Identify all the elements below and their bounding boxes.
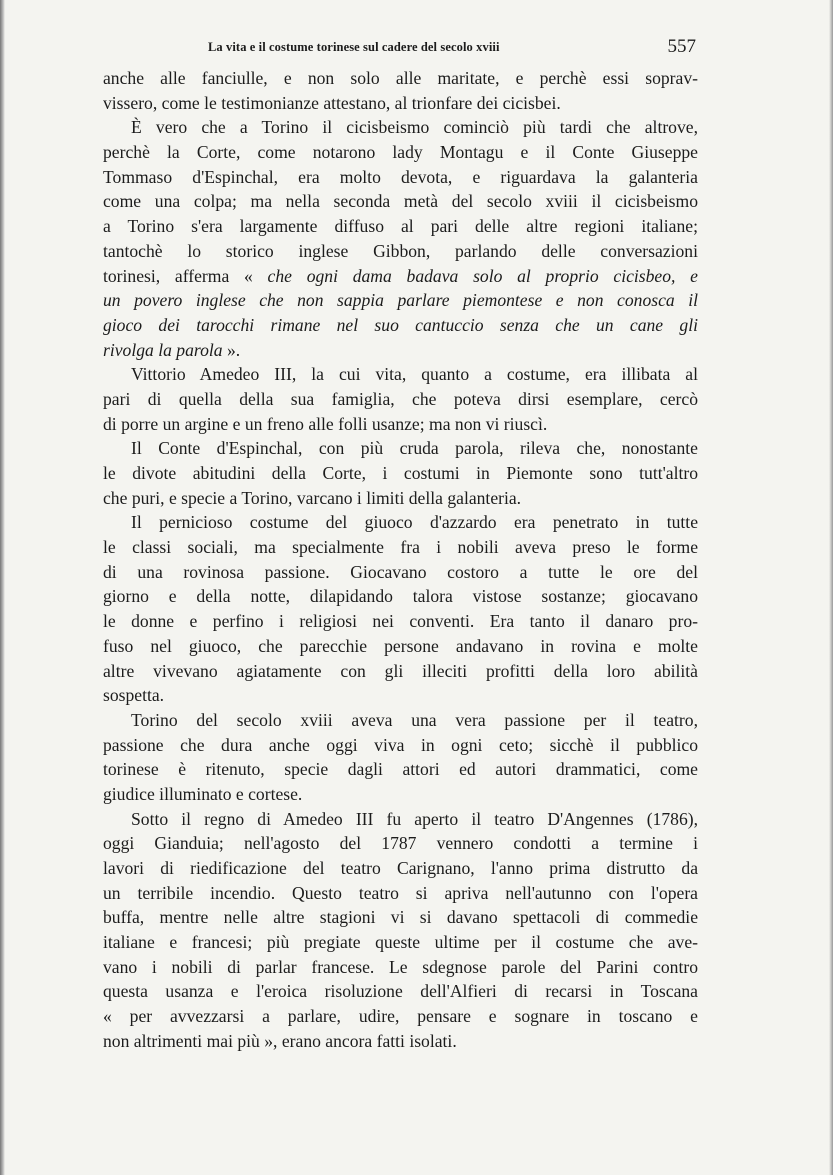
text-line: « per avvezzarsi a parlare, udire, pensare e sognare in toscano e [103, 1006, 698, 1027]
text-line: sospetta. [103, 685, 165, 706]
text-line: È vero che a Torino il cicisbeismo cominciò più tardi che altrove, [131, 117, 698, 138]
text-line: le donne e perfino i religiosi nei conventi. Era tanto il danaro pro- [103, 611, 698, 632]
text-line: giudice illuminato e cortese. [103, 783, 303, 804]
page-edge-shadow-right [829, 0, 833, 1175]
text-line: Sotto il regno di Amedeo III fu aperto il teatro D'Angennes (1786), [131, 808, 698, 829]
text-line: buffa, mentre nelle altre stagioni vi si davano spettacoli di commedie [103, 907, 698, 928]
text-line: anche alle fanciulle, e non solo alle maritate, e perchè essi soprav- [103, 68, 698, 88]
text-line: che puri, e specie a Torino, varcano i limiti della galanteria. [103, 487, 522, 508]
text-line: tantochè lo storico inglese Gibbon, parlando delle conversazioni [103, 240, 698, 261]
text-line: Vittorio Amedeo III, la cui vita, quanto a costume, era illibata al [131, 364, 698, 385]
text-line: perchè la Corte, come notarono lady Montagu e il Conte Giuseppe [103, 142, 698, 163]
page-edge-shadow-left [0, 0, 5, 1175]
text-line: Tommaso d'Espinchal, era molto devota, e riguardava la galanteria [103, 166, 698, 187]
text-line: questa usanza e l'eroica risoluzione dell'Alfieri di recarsi in Toscana [103, 981, 698, 1002]
text-line: altre vivevano agiatamente con gli illeciti profitti della loro abilità [103, 660, 698, 681]
running-header [103, 36, 698, 58]
running-title: La vita e il costume torinese sul cadere del secolo xviii [208, 40, 500, 54]
text-line: un terribile incendio. Questo teatro si apriva nell'autunno con l'opera [103, 882, 698, 903]
quote-italic: rivolga la parola [103, 339, 223, 360]
text-line: torinese è ritenuto, specie dagli attori ed autori drammatici, come [103, 759, 698, 780]
text-line: le divote abitudini della Corte, i costumi in Piemonte sono tutt'altro [103, 463, 698, 483]
text-line: le classi sociali, ma specialmente fra i nobili aveva preso le forme [103, 537, 698, 558]
text-line: come una colpa; ma nella seconda metà del secolo xviii il cicisbeismo [103, 191, 698, 212]
text-line: Torino del secolo xviii aveva una vera passione per il teatro, [131, 709, 698, 730]
quote-italic: che ogni dama badava solo al proprio cicisbeo, e [267, 265, 698, 286]
text-line: a Torino s'era largamente diffuso al pari delle altre regioni italiane; [103, 216, 698, 237]
page-number: 557 [667, 36, 696, 57]
text-line: lavori di riedificazione del teatro Carignano, l'anno prima distrutto da [103, 858, 698, 878]
text-line: di una rovinosa passione. Giocavano costoro a tutte le ore del [103, 561, 698, 582]
text-line: vissero, come le testimonianze attestano, al trionfare dei cicisbei. [103, 92, 561, 113]
text-line: italiane e francesi; più pregiate queste ultime per il costume che ave- [103, 932, 698, 953]
text-line-with-quote [103, 264, 698, 289]
body-text [103, 66, 698, 1054]
text-line: non altrimenti mai più », erano ancora fatti isolati. [103, 1030, 457, 1051]
text-plain: ». [222, 339, 241, 360]
text-line: Il Conte d'Espinchal, con più cruda parola, rileva che, nonostante [131, 438, 698, 459]
text-line: passione che dura anche oggi viva in ogni ceto; sicchè il pubblico [103, 734, 698, 755]
text-line: oggi Gianduia; nell'agosto del 1787 vennero condotti a termine i [103, 833, 698, 854]
text-line-with-quote [103, 338, 698, 363]
text-line: di porre un argine e un freno alle folli usanze; ma non vi riuscì. [103, 413, 548, 434]
text-line: fuso nel giuoco, che parecchie persone andavano in rovina e molte [103, 635, 698, 656]
text-line: vano i nobili di parlar francese. Le sdegnose parole del Parini contro [103, 956, 698, 977]
text-line: pari di quella della sua famiglia, che poteva dirsi esemplare, cercò [103, 388, 698, 409]
text-line-italic: gioco dei tarocchi rimane nel suo cantuccio senza che un cane gli [103, 314, 698, 335]
text-line: Il pernicioso costume del giuoco d'azzardo era penetrato in tutte [131, 512, 698, 533]
text-line: giorno e della notte, dilapidando talora vistose sostanze; giocavano [103, 586, 698, 607]
text-plain: torinesi, afferma « [103, 265, 268, 286]
text-line-italic: un povero inglese che non sappia parlare piemontese e non conosca il [103, 290, 698, 311]
